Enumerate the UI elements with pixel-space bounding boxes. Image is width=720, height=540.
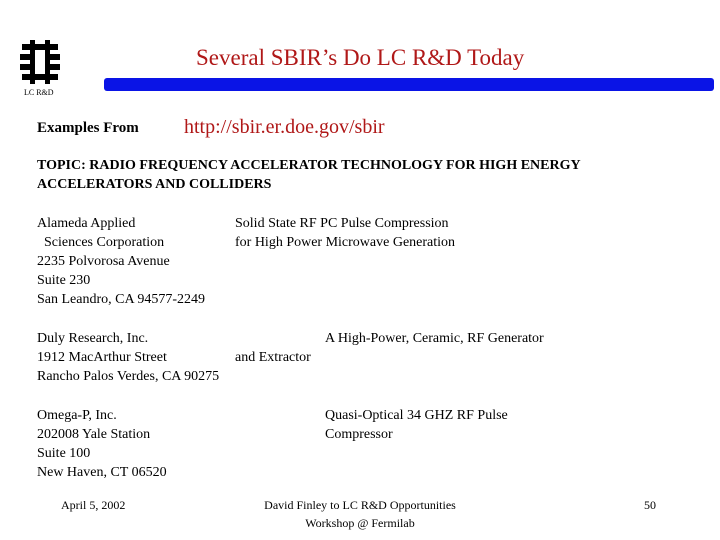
address-line: 2235 Polvorosa Avenue (37, 254, 170, 269)
footer-line: Workshop @ Fermilab (305, 516, 415, 530)
project-title (235, 214, 455, 252)
project-line: A High-Power, Ceramic, RF Generator (325, 331, 544, 346)
logo-label: LC R&D (24, 88, 54, 97)
company-address (37, 329, 219, 386)
project-line: for High Power Microwave Generation (235, 235, 456, 250)
address-line: Suite 230 (37, 273, 91, 288)
project-line: Compressor (325, 427, 393, 442)
company-address (37, 214, 205, 309)
fermilab-logo-icon (18, 40, 62, 84)
project-line: Quasi-Optical 34 GHZ RF Pulse (325, 408, 508, 423)
project-line: Solid State RF PC Pulse Compression (235, 216, 449, 231)
address-line: Alameda Applied (37, 216, 136, 231)
slide-title: Several SBIR’s Do LC R&D Today (196, 45, 525, 70)
footer-center (200, 496, 520, 532)
address-line: 1912 MacArthur Street (37, 350, 167, 365)
topic-line-2: ACCELERATORS AND COLLIDERS (37, 177, 272, 192)
footer-date: April 5, 2002 (61, 498, 126, 512)
source-url[interactable]: http://sbir.er.doe.gov/sbir (184, 116, 385, 138)
footer-line: David Finley to LC R&D Opportunities (264, 498, 456, 512)
address-line: Sciences Corporation (37, 235, 165, 250)
address-line: New Haven, CT 06520 (37, 465, 167, 480)
address-line: 202008 Yale Station (37, 427, 151, 442)
topic-line-1: TOPIC: RADIO FREQUENCY ACCELERATOR TECHNOLOGY FOR HIGH ENERGY (37, 158, 581, 173)
address-line: Duly Research, Inc. (37, 331, 149, 346)
project-title (325, 406, 508, 444)
project-line: and Extractor (235, 350, 311, 365)
address-line: San Leandro, CA 94577-2249 (37, 292, 205, 307)
address-line: Suite 100 (37, 446, 91, 461)
address-line: Omega-P, Inc. (37, 408, 117, 423)
title-divider (104, 78, 714, 91)
address-line: Rancho Palos Verdes, CA 90275 (37, 369, 220, 384)
examples-label: Examples From (37, 120, 139, 136)
page-number: 50 (644, 498, 656, 512)
company-address (37, 406, 167, 482)
